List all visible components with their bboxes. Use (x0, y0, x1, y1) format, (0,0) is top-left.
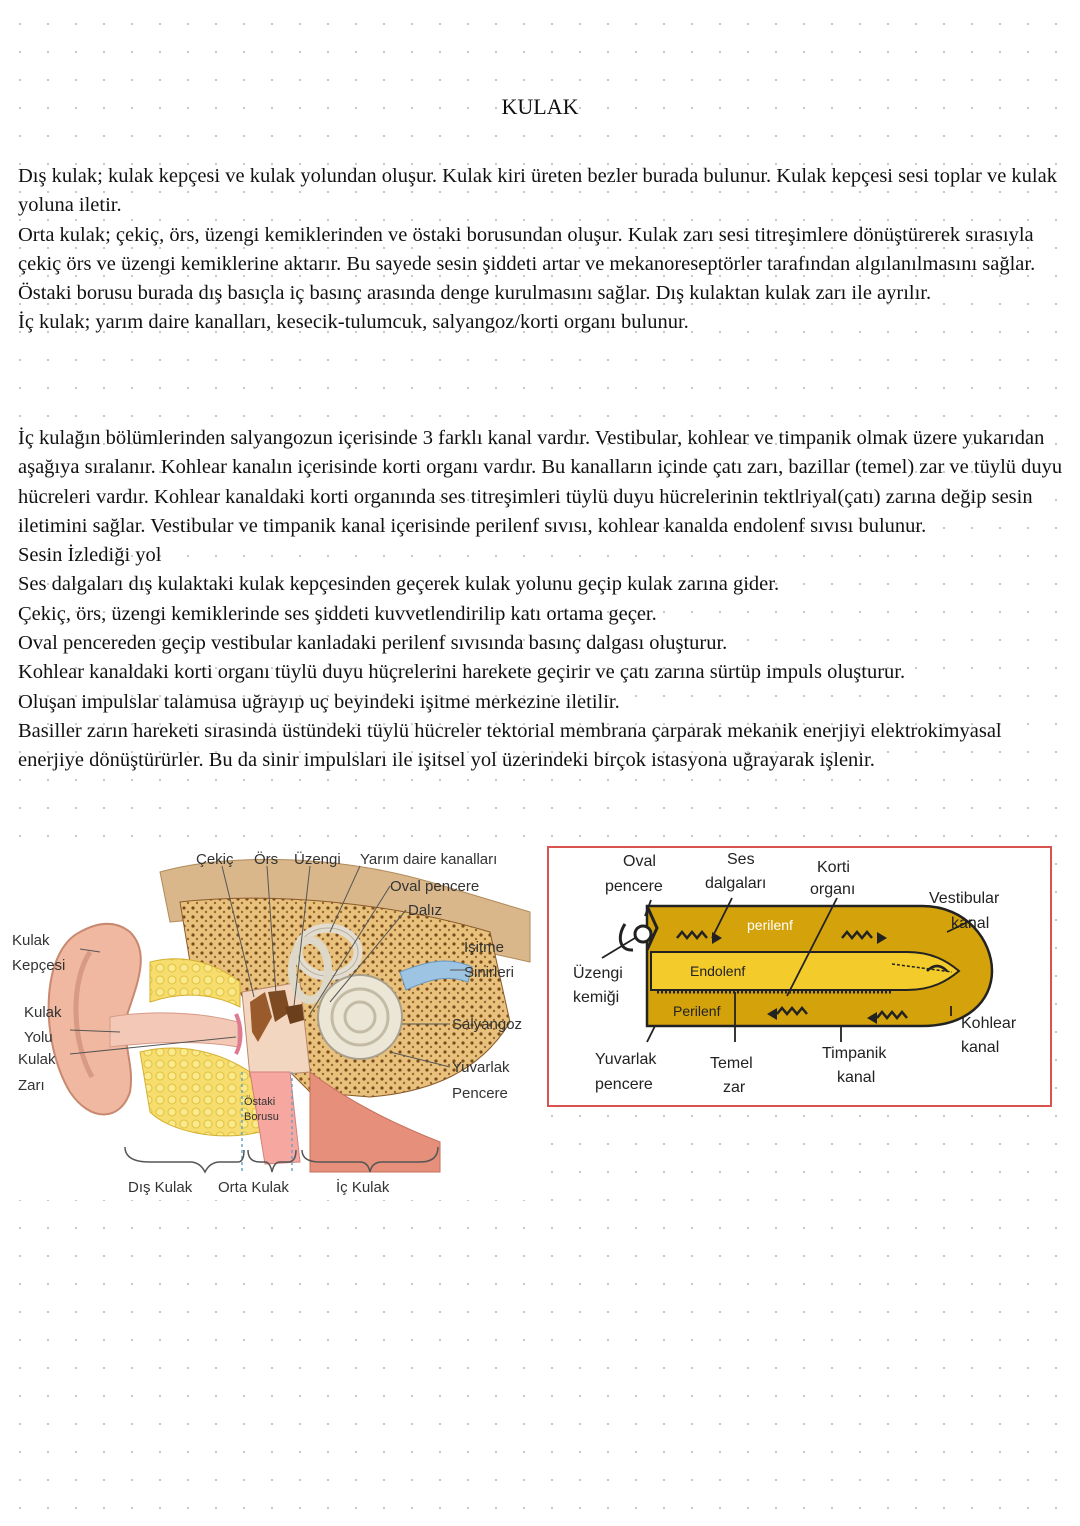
label-yuvarlak: Yuvarlak (595, 1051, 657, 1068)
label-cekic: Çekiç (196, 851, 234, 868)
label-salyangoz: Salyangoz (452, 1016, 523, 1033)
paragraph-sound-path-heading: Sesin İzlediği yol (18, 544, 162, 567)
label-endolenf: Endolenf (690, 963, 746, 979)
label-ors: Örs (254, 851, 279, 868)
label-perilenf-bottom: Perilenf (673, 1003, 721, 1019)
label-kepcesi: Kepçesi (12, 957, 66, 974)
label-oval-pencere: Oval pencere (390, 878, 480, 895)
paragraph-sound-step-3: Oval pencereden geçip vestibular kanladaki perilenf sıvısında basınç dalgası oluşturur. (18, 632, 728, 655)
label-pencere: Pencere (452, 1085, 508, 1102)
label-temel: Temel (710, 1055, 753, 1072)
paragraph-inner-ear: İç kulak; yarım daire kanalları, kesecik-tulumcuk, salyangoz/korti organı bulunur. (18, 311, 689, 334)
cochlea-canal-figure (547, 846, 1052, 1108)
paragraph-sound-step-4: Kohlear kanaldaki korti organı tüylü duyu hüçrelerini harekete geçirir ve çatı zarına sürtüp impuls oluşturur. (18, 661, 906, 684)
paragraph-basilar: Basiller zarın hareketi sırasında üstündeki tüylü hücreler tektorial membrana çarparak mekanik enerjiyi elektrokimyasal enerjiye dönüştürürler. Bu da sinir impulsları ile işitsel yol üzerindeki birçok istasyona uğrayarak işlenir. (18, 719, 1002, 772)
label-vestibular-kanal: kanal (951, 915, 990, 932)
label-yuvarlak: Yuvarlak (452, 1059, 510, 1076)
label-timpanik-kanal: kanal (837, 1069, 876, 1086)
paragraph-sound-step-2: Çekiç, örs, üzengi kemiklerinde ses şiddeti kuvvetlendirilip katı ortama geçer. (18, 602, 657, 625)
label-perilenf-top: perilenf (747, 917, 793, 933)
text-block-cochlea (18, 424, 1070, 776)
label-oval: Oval (623, 853, 656, 870)
label-kulak: Kulak (12, 932, 50, 949)
label-daliz: Dalız (408, 902, 443, 919)
label-oval-pencere: pencere (605, 878, 663, 895)
paragraph-middle-ear: Orta kulak; çekiç, örs, üzengi kemiklerinden ve östaki borusundan oluşur. Kulak zarı sesi titreşimlere dönüştürerek sırasıyla çekiç örs ve üzengi kemiklerine aktarır. Bu sayede sesin şiddeti artar ve mekanoreseptörler tarafından algılanılmasını sağlar. Östaki borusu burada dış basıçla iç basınç arasında denge kurulmasını sağlar. Dış kulaktan kulak zarı ile ayrılır. (18, 223, 1036, 305)
label-kulak-yolu-2: Yolu (24, 1029, 53, 1046)
label-kulak-zari-1: Kulak (18, 1051, 56, 1068)
label-uzengi: Üzengi (573, 965, 623, 982)
label-vestibular: Vestibular (929, 890, 1000, 907)
label-borusu: Borusu (244, 1111, 279, 1123)
label-organi: organı (810, 881, 856, 898)
label-orta-kulak: Orta Kulak (218, 1179, 289, 1196)
label-yarim-daire: Yarım daire kanalları (360, 851, 498, 868)
paragraph-outer-ear: Dış kulak; kulak kepçesi ve kulak yolundan oluşur. Kulak kiri üreten bezler burada bulunur. Kulak kepçesi sesi toplar ve kulak yoluna iletir. (18, 165, 1057, 217)
label-dalgalari: dalgaları (705, 875, 767, 892)
ear-anatomy-figure (10, 842, 538, 1200)
ear-anatomy-illustration (10, 842, 538, 1200)
label-sinirleri: Sinirleri (464, 964, 515, 981)
paragraph-cochlea-canals: İç kulağın bölümlerinden salyangozun içerisinde 3 farklı kanal vardır. Vestibular, kohlear ve timpanik olmak üzere yukarıdan aşağıya sıralanır. Kohlear kanalın içerisinde korti organı vardır. Bu kanalların içinde çatı zarı, bazillar (temel) zar ve tüylü duyu hücreleri vardır. Kohlear kanaldaki korti organında ses titreşimleri tüylü duyu hücrelerinin tektlriyal(çatı) zarına değip sesin iletimini sağlar. Vestibular ve timpanik kanal içerisinde perilenf sıvısı, kohlear kanalda endolenf sıvısı bulunur. (18, 427, 1063, 537)
label-timpanik: Timpanik (822, 1045, 887, 1062)
label-dis-kulak: Dış Kulak (128, 1179, 193, 1196)
paragraph-sound-step-5: Oluşan impulslar talamusa uğrayıp uç beyindeki işitme merkezine iletilir. (18, 690, 620, 713)
cochlea-canal-diagram (547, 846, 1052, 1108)
label-isitme: İşitme (464, 939, 505, 956)
label-kohlear-kanal: kanal (961, 1039, 1000, 1056)
paragraph-sound-step-1: Ses dalgaları dış kulaktaki kulak kepçesinden geçerek kulak yolunu geçip kulak zarına gider. (18, 573, 780, 596)
label-kulak-yolu-1: Kulak (24, 1004, 62, 1021)
label-korti: Korti (817, 859, 850, 876)
text-block-ear-parts (18, 162, 1070, 338)
label-kohlear: Kohlear (961, 1015, 1017, 1032)
label-kulak-zari-2: Zarı (18, 1077, 45, 1094)
label-ic-kulak: İç Kulak (336, 1179, 390, 1196)
label-zar: zar (723, 1079, 746, 1096)
label-uzengi: Üzengi (294, 851, 341, 868)
label-ses: Ses (727, 851, 755, 868)
label-yuvarlak-pencere: pencere (595, 1076, 653, 1093)
label-kemigi: kemiği (573, 989, 620, 1006)
label-ostaki: Östaki (244, 1096, 276, 1108)
page-title: KULAK (501, 94, 579, 119)
